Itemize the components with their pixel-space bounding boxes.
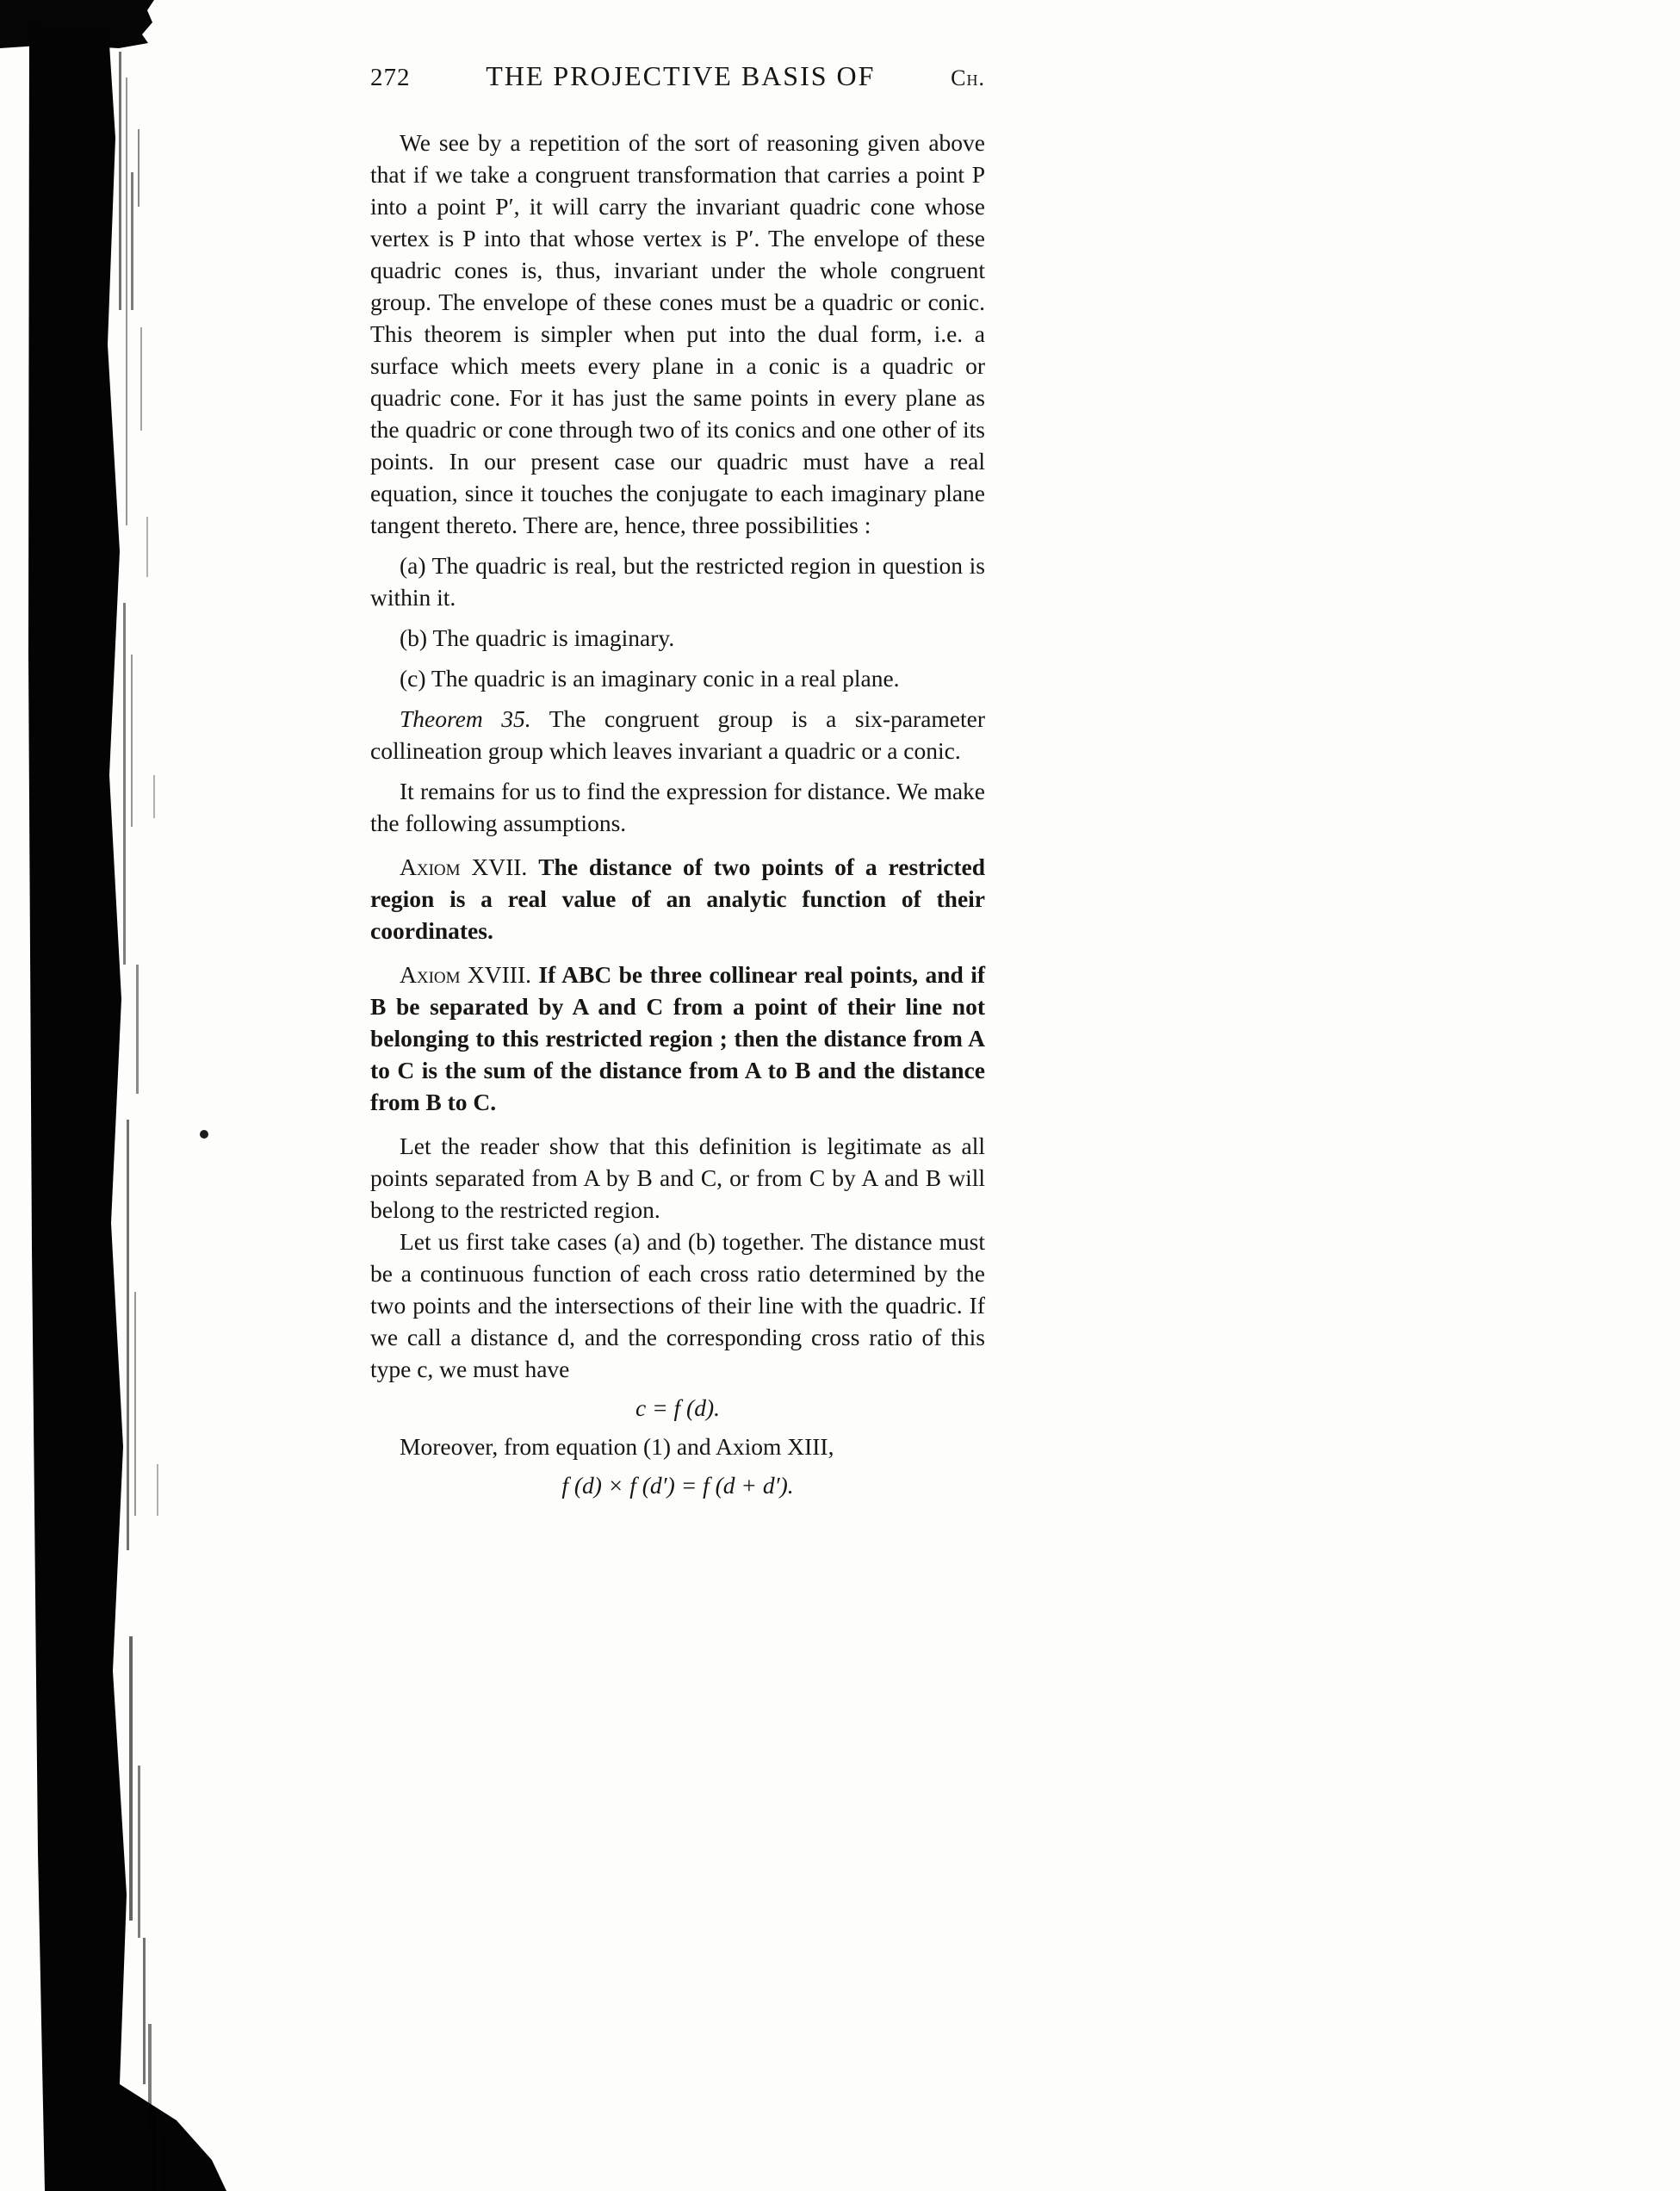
axiom-18-label: Axiom XVIII.	[400, 961, 531, 988]
axiom-17	[370, 851, 985, 947]
list-item-a: (a) The quadric is real, but the restricted region in question is within it.	[370, 552, 985, 611]
paragraph-distance-assumptions: It remains for us to find the expression for distance. We make the following assumptions.	[370, 778, 985, 836]
page-header	[370, 60, 985, 92]
list-item-c: (c) The quadric is an imaginary conic in a real plane.	[400, 665, 900, 692]
theorem-35	[370, 703, 985, 767]
axiom-17-text: The distance of two points of a restricted region is a real value of an analytic function of their coordinates.	[370, 853, 986, 944]
text-column	[370, 60, 985, 1508]
paragraph-cases-a-b: Let us first take cases (a) and (b) together. The distance must be a continuous function of each cross ratio determined by the two points and the intersections of their line with the quadric. If we call a distance d, and the corresponding cross ratio of this type c, we must have	[370, 1228, 985, 1382]
page-number: 272	[370, 64, 411, 91]
paragraph-intro: We see by a repetition of the sort of reasoning given above that if we take a congruent transformation that carries a point P into a point P′, it will carry the invariant quadric cone whose vertex is P into that whose vertex is P′. The envelope of these quadric cones is, thus, invariant under the whole congruent group. The envelope of these cones must be a quadric or conic. This theorem is simpler when put into the dual form, i.e. a surface which meets every plane in a conic is a quadric or quadric cone. For it has just the same points in every plane as the quadric or cone through two of its conics and one other of its points. In our present case our quadric must have a real equation, since it touches the conjugate to each imaginary plane tangent thereto. There are, hence, three possibilities :	[370, 129, 985, 538]
paragraph-moreover: Moreover, from equation (1) and Axiom XIII,	[400, 1433, 834, 1460]
running-title: THE PROJECTIVE BASIS OF	[486, 60, 876, 91]
formula-functional-equation: f (d) × f (d′) = f (d + d′).	[561, 1472, 794, 1499]
paragraph-reader-exercise: Let the reader show that this definition is legitimate as all points separated from A by B and C, or from C by A and B will belong to the restricted region.	[370, 1133, 985, 1223]
formula-cross-ratio: c = f (d).	[635, 1394, 720, 1421]
theorem-text: The congruent group is a six-parameter collineation group which leaves invariant a quadric or a conic.	[370, 705, 985, 764]
ink-speck	[200, 1130, 208, 1139]
axiom-18	[370, 959, 985, 1118]
chapter-mark: Ch.	[951, 65, 985, 90]
list-item-b: (b) The quadric is imaginary.	[400, 624, 675, 651]
axiom-17-label: Axiom XVII.	[400, 853, 528, 880]
theorem-label: Theorem 35.	[400, 705, 531, 732]
axiom-18-text: If ABC be three collinear real points, and if B be separated by A and C from a point of their line not belonging to this restricted region ; then the distance from A to C is the sum of the distance from A to B and the distance from B to C.	[370, 961, 986, 1115]
